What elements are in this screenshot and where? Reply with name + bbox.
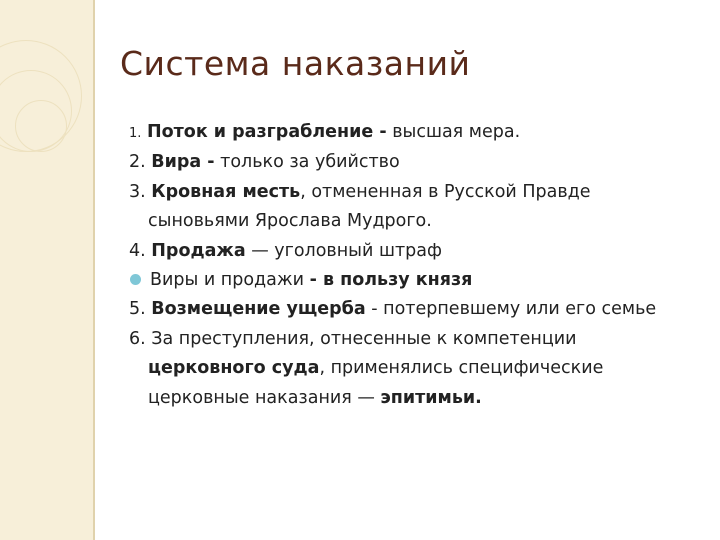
item-term: Поток и разграбление - xyxy=(146,122,387,142)
item-text: высшая мера. xyxy=(386,122,521,142)
item-term: Продажа xyxy=(151,240,246,261)
item-number: 3. xyxy=(129,181,146,202)
item-text: церковные наказания — xyxy=(148,387,381,408)
list-item xyxy=(129,325,714,354)
item-text: - потерпевшему или его семье xyxy=(365,299,657,320)
list-item-continuation xyxy=(129,384,714,413)
punishment-list xyxy=(129,118,714,413)
item-term: церковного суда xyxy=(148,358,320,379)
list-item xyxy=(129,118,714,148)
bullet-item xyxy=(129,266,714,295)
item-term: Кровная месть xyxy=(151,181,301,202)
item-text: , применялись специфические xyxy=(319,358,604,379)
list-item xyxy=(129,178,714,207)
item-number: 4. xyxy=(129,240,146,261)
list-item xyxy=(129,237,714,266)
list-item xyxy=(129,295,714,324)
item-text: , отмененная в Русской Правде xyxy=(300,181,591,202)
item-text: Виры и продажи xyxy=(150,270,310,291)
item-number: 5. xyxy=(129,299,146,320)
item-text: За преступления, отнесенные к компетенции xyxy=(145,328,577,349)
decorative-sidebar xyxy=(0,0,93,540)
decorative-ring xyxy=(15,100,67,152)
slide-title: Система наказаний xyxy=(120,44,471,83)
item-term: эпитимьи. xyxy=(380,387,482,408)
sidebar-divider xyxy=(93,0,95,540)
bullet-icon xyxy=(130,274,141,285)
item-number: 1. xyxy=(129,126,142,141)
list-item-continuation xyxy=(129,354,714,383)
item-number: 6. xyxy=(129,328,146,349)
item-term: Вира - xyxy=(151,152,215,173)
item-text: — уголовный штраф xyxy=(245,240,442,261)
item-number: 2. xyxy=(129,152,146,173)
item-text: только за убийство xyxy=(214,152,400,173)
item-term: Возмещение ущерба xyxy=(151,299,366,320)
item-term: - в пользу князя xyxy=(309,270,473,291)
list-item-continuation: сыновьями Ярослава Мудрого. xyxy=(148,211,432,232)
list-item xyxy=(129,148,714,177)
